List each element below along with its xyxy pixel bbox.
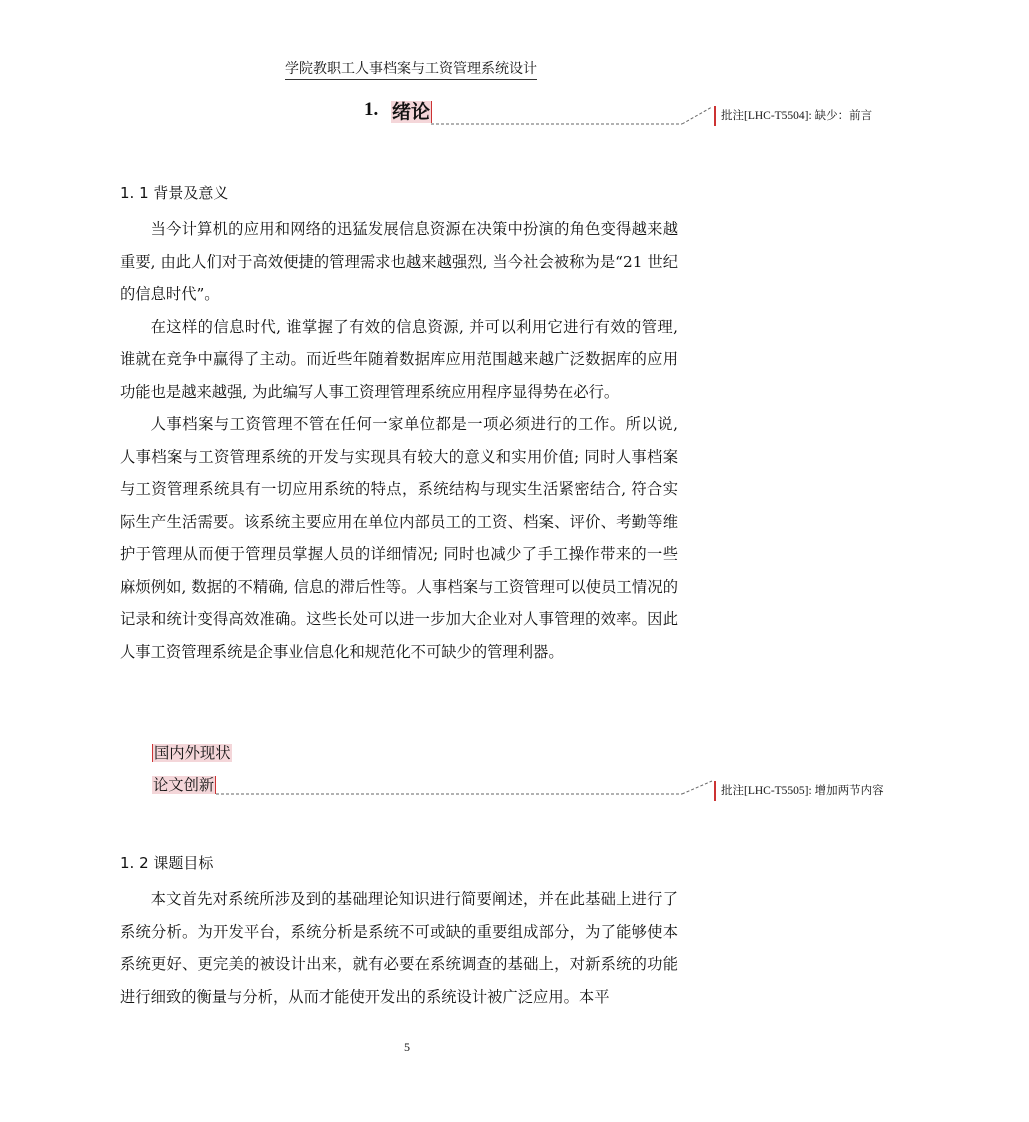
inserted-item-text[interactable]: 论文创新 [153,776,215,794]
section-1-body [120,213,678,668]
section-heading: 1. 1 背景及意义 [120,184,229,202]
inserted-item [152,773,216,795]
paragraph: 当今计算机的应用和网络的迅猛发展信息资源在决策中扮演的角色变得越来越重要, 由此人们对于高效便捷的管理需求也越来越强烈, 当今社会被称为是“21 世纪的信息时代”。 [120,220,678,303]
paragraph: 在这样的信息时代, 谁掌握了有效的信息资源, 并可以利用它进行有效的管理, 谁就在竞争中赢得了主动。而近些年随着数据库应用范围越来越广泛数据库的应用功能也是越来越强, 为此编写人事工资理管理系统应用程序显得势在必行。 [120,317,678,401]
page-number: 5 [404,1040,410,1054]
section-2-body [120,883,678,1013]
margin-comment[interactable]: 批注[LHC-T5504]: 缺少：前言 [714,106,872,126]
chapter-title [391,97,432,124]
paragraph: 本文首先对系统所涉及到的基础理论知识进行简要阐述，并在此基础上进行了系统分析。为开发平台，系统分析是系统不可或缺的重要组成部分，为了能够使本系统更好、更完美的被设计出来，就有必要在系统调查的基础上，对新系统的功能进行细致的衡量与分析，从而才能使开发出的系统设计被广泛应用。本平 [120,890,678,1006]
inserted-item [152,741,232,763]
inserted-item-text[interactable]: 国内外现状 [154,744,231,762]
running-header: 学院教职工人事档案与工资管理系统设计 [285,58,537,80]
margin-comment[interactable]: 批注[LHC-T5505]: 增加两节内容 [714,781,884,801]
chapter-title-text[interactable]: 绪论 [392,101,431,123]
paragraph: 人事档案与工资管理不管在任何一家单位都是一项必须进行的工作。所以说, 人事档案与工资管理系统的开发与实现具有较大的意义和实用价值; 同时人事档案与工资管理系统具有一切应用系统的特点，系统结构与现实生活紧密结合, 符合实际生产生活需要。该系统主要应用在单位内部员工的工资、档案、评价、考勤等维护于管理从而便于管理员掌握人员的详细情况; 同时也减少了手工操作带来的一些麻烦例如, 数据的不精确, 信息的滞后性等。人事档案与工资管理可以使员工情况的记录和统计变得高效准确。这些长处可以进一步加大企业对人事管理的效率。因此人事工资管理系统是企事业信息化和规范化不可缺少的管理利器。 [120,415,678,661]
chapter-number: 1. [364,99,379,120]
section-heading: 1. 2 课题目标 [120,854,214,872]
